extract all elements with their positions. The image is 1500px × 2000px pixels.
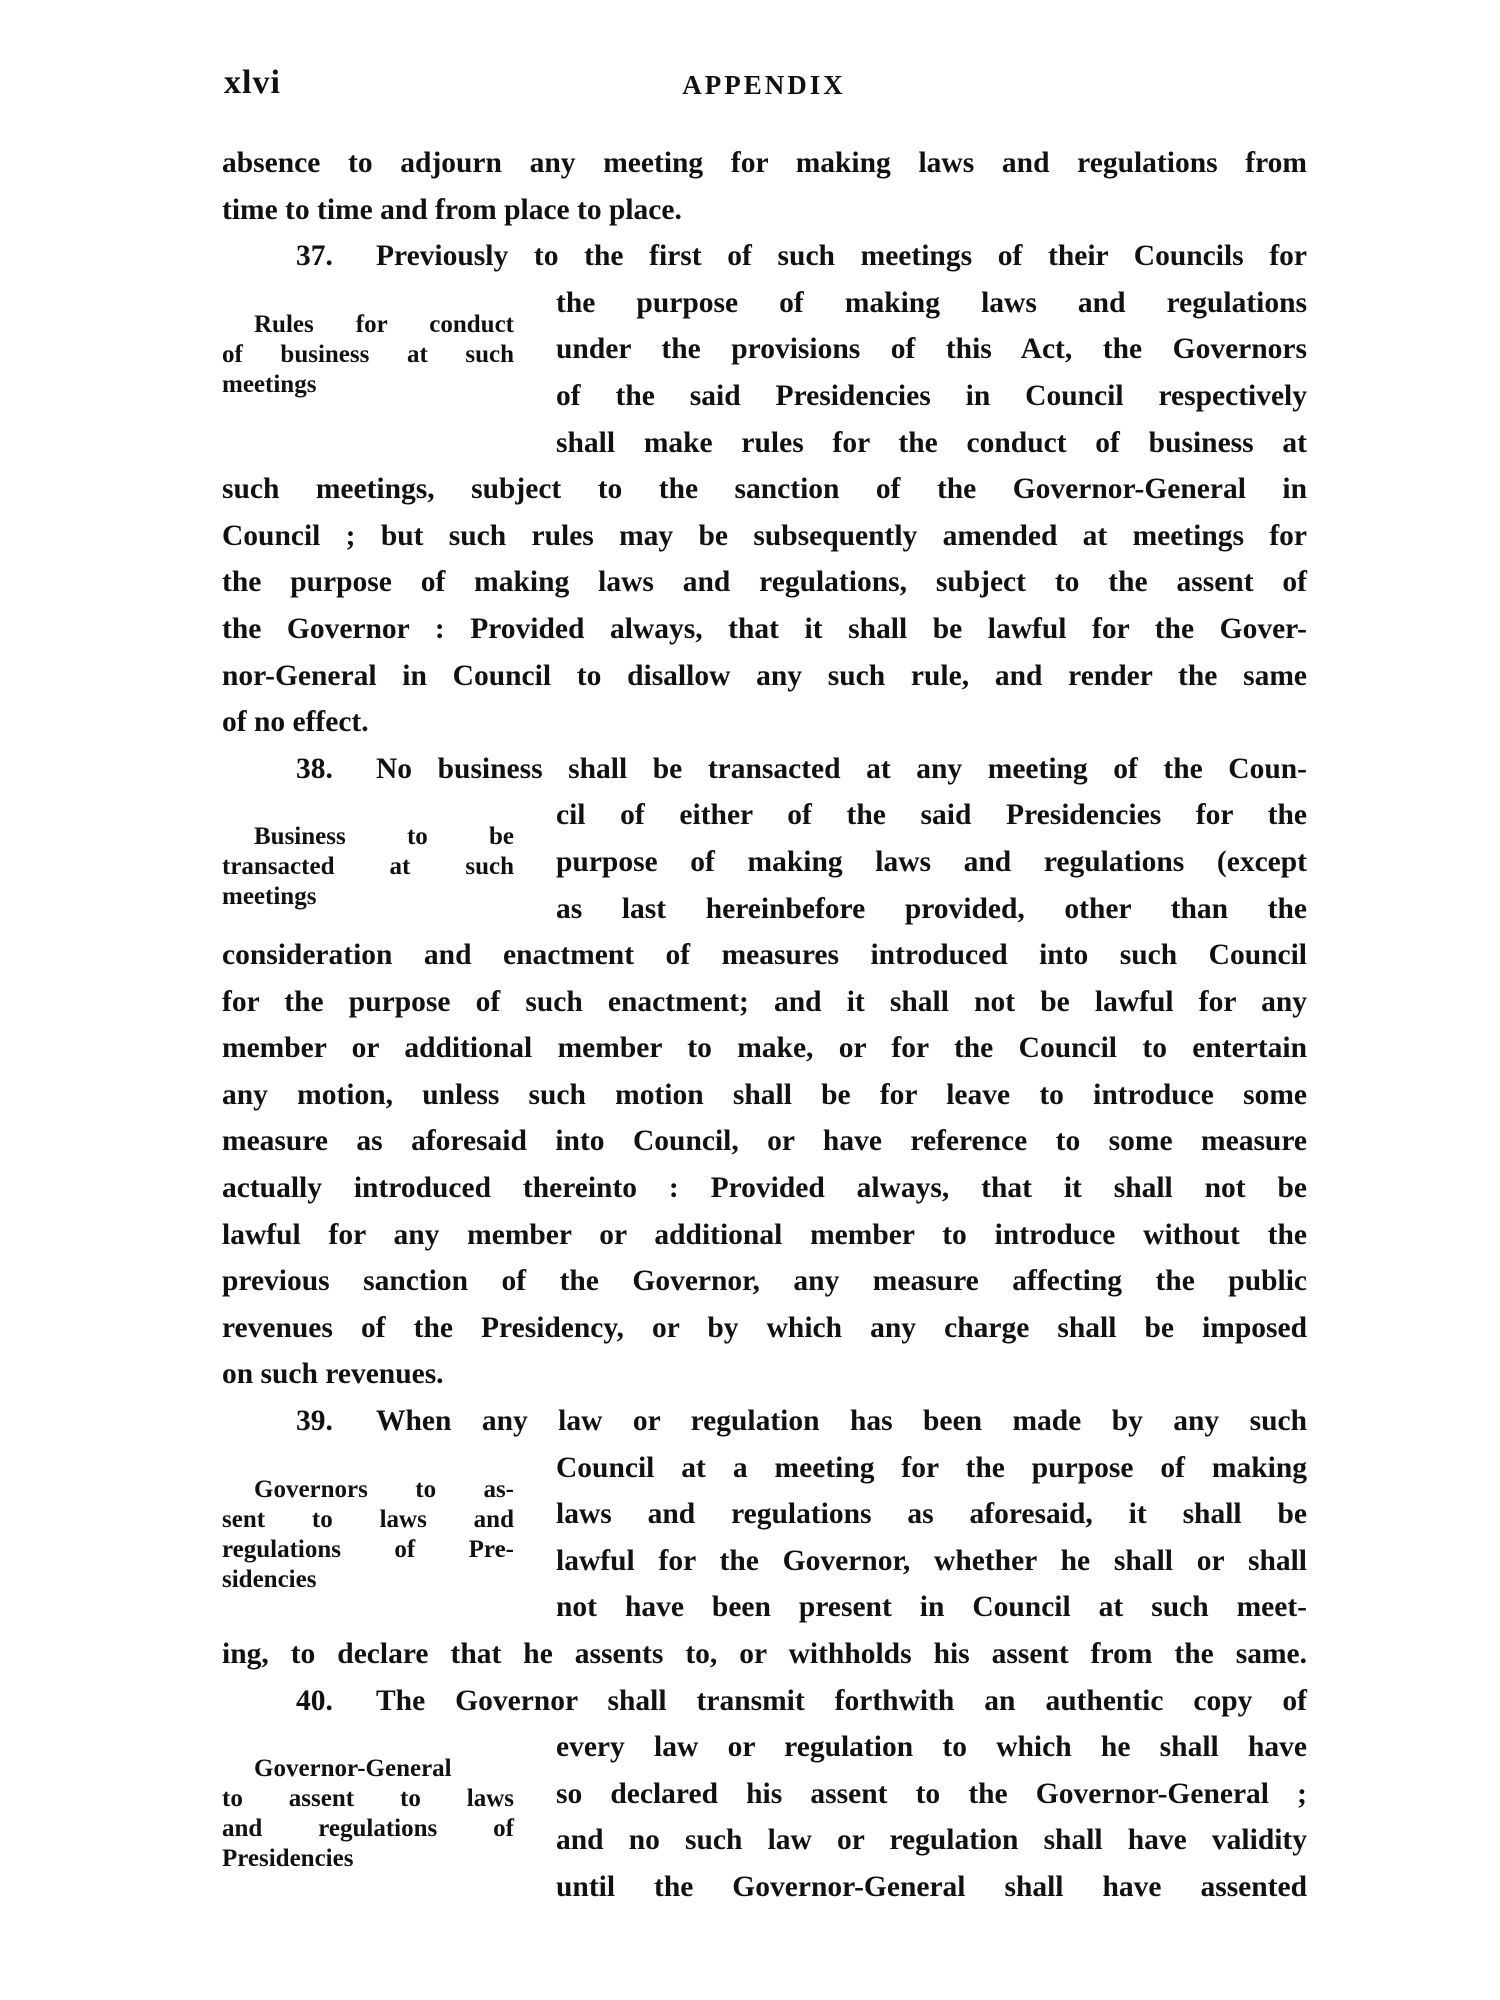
text-line: time to time and from place to place.: [222, 193, 682, 226]
text-column: every law or regulation to which he shall have so declared his assent to the Governor-General ; and no such law or regulation shall have validity until the Governor-General shall have assented: [556, 1731, 1307, 1903]
text-line: such meetings, subject to the sanction of the Governor-General in: [222, 473, 1307, 506]
section-number: 40.: [296, 1684, 333, 1717]
section-38-first-line: 38. No business shall be transacted at any meeting of the Coun-: [222, 746, 1307, 793]
margin-note: Business to be transacted at such meetings: [222, 823, 514, 911]
section-39-first-line: 39. When any law or regulation has been made by any such: [222, 1398, 1307, 1445]
text-column: cil of either of the said Presidencies for the purpose of making laws and regulations (except as last hereinbefore provided, other than the: [556, 799, 1307, 925]
text-column: the purpose of making laws and regulations under the provisions of this Act, the Governors of the said Presidencies in Council respectively shall make rules for the conduct of business at: [556, 286, 1307, 459]
body-text: [222, 140, 1307, 1911]
section-40-margin-block: [222, 1724, 1307, 1910]
text-line: absence to adjourn any meeting for making laws and regulations from: [222, 147, 1307, 179]
text-line: previous sanction of the Governor, any measure affecting the public: [222, 1265, 1307, 1298]
section-37-margin-block: [222, 280, 1307, 466]
running-head: APPENDIX: [682, 70, 846, 100]
section-38-margin-block: [222, 792, 1307, 932]
text-line: any motion, unless such motion shall be for leave to introduce some: [222, 1078, 1307, 1111]
text-line: the purpose of making laws and regulations, subject to the assent of: [222, 566, 1307, 599]
text-line: Council ; but such rules may be subsequently amended at meetings for: [222, 519, 1307, 552]
section-37-first-line: 37. Previously to the first of such meetings of their Councils for: [222, 233, 1307, 280]
section-39-margin-block: [222, 1445, 1307, 1631]
section-number: 38.: [296, 752, 333, 785]
text-line: of no effect.: [222, 706, 369, 739]
text-line: on such revenues.: [222, 1358, 444, 1391]
margin-note: Governor-General to assent to laws and regulations of Presidencies: [222, 1755, 514, 1873]
text-line: actually introduced thereinto : Provided always, that it shall not be: [222, 1172, 1307, 1205]
page-number: xlvi: [224, 64, 281, 101]
text-line: for the purpose of such enactment; and it shall not be lawful for any: [222, 985, 1307, 1018]
text-line: revenues of the Presidency, or by which any charge shall be imposed: [222, 1311, 1307, 1344]
text-line: nor-General in Council to disallow any such rule, and render the same: [222, 659, 1307, 692]
text-line: ing, to declare that he assents to, or withholds his assent from the same.: [222, 1638, 1307, 1670]
section-40-first-line: 40. The Governor shall transmit forthwith an authentic copy of: [222, 1678, 1307, 1725]
text-line: lawful for any member or additional member to introduce without the: [222, 1218, 1307, 1251]
margin-note: Governors to as- sent to laws and regulations of Pre- sidencies: [222, 1475, 514, 1593]
text-line: consideration and enactment of measures introduced into such Council: [222, 939, 1307, 972]
section-number: 39.: [296, 1405, 333, 1438]
page-header: [224, 64, 1304, 108]
margin-note: Rules for conduct of business at such meetings: [222, 310, 514, 398]
text-line: the Governor : Provided always, that it shall be lawful for the Gover-: [222, 612, 1307, 645]
text-column: Council at a meeting for the purpose of making laws and regulations as aforesaid, it shall be lawful for the Governor, whether he shall or shall not have been present in Council at such meet-: [556, 1451, 1307, 1624]
text-line: member or additional member to make, or for the Council to entertain: [222, 1032, 1307, 1065]
section-number: 37.: [296, 240, 333, 273]
text-line: measure as aforesaid into Council, or have reference to some measure: [222, 1125, 1307, 1158]
